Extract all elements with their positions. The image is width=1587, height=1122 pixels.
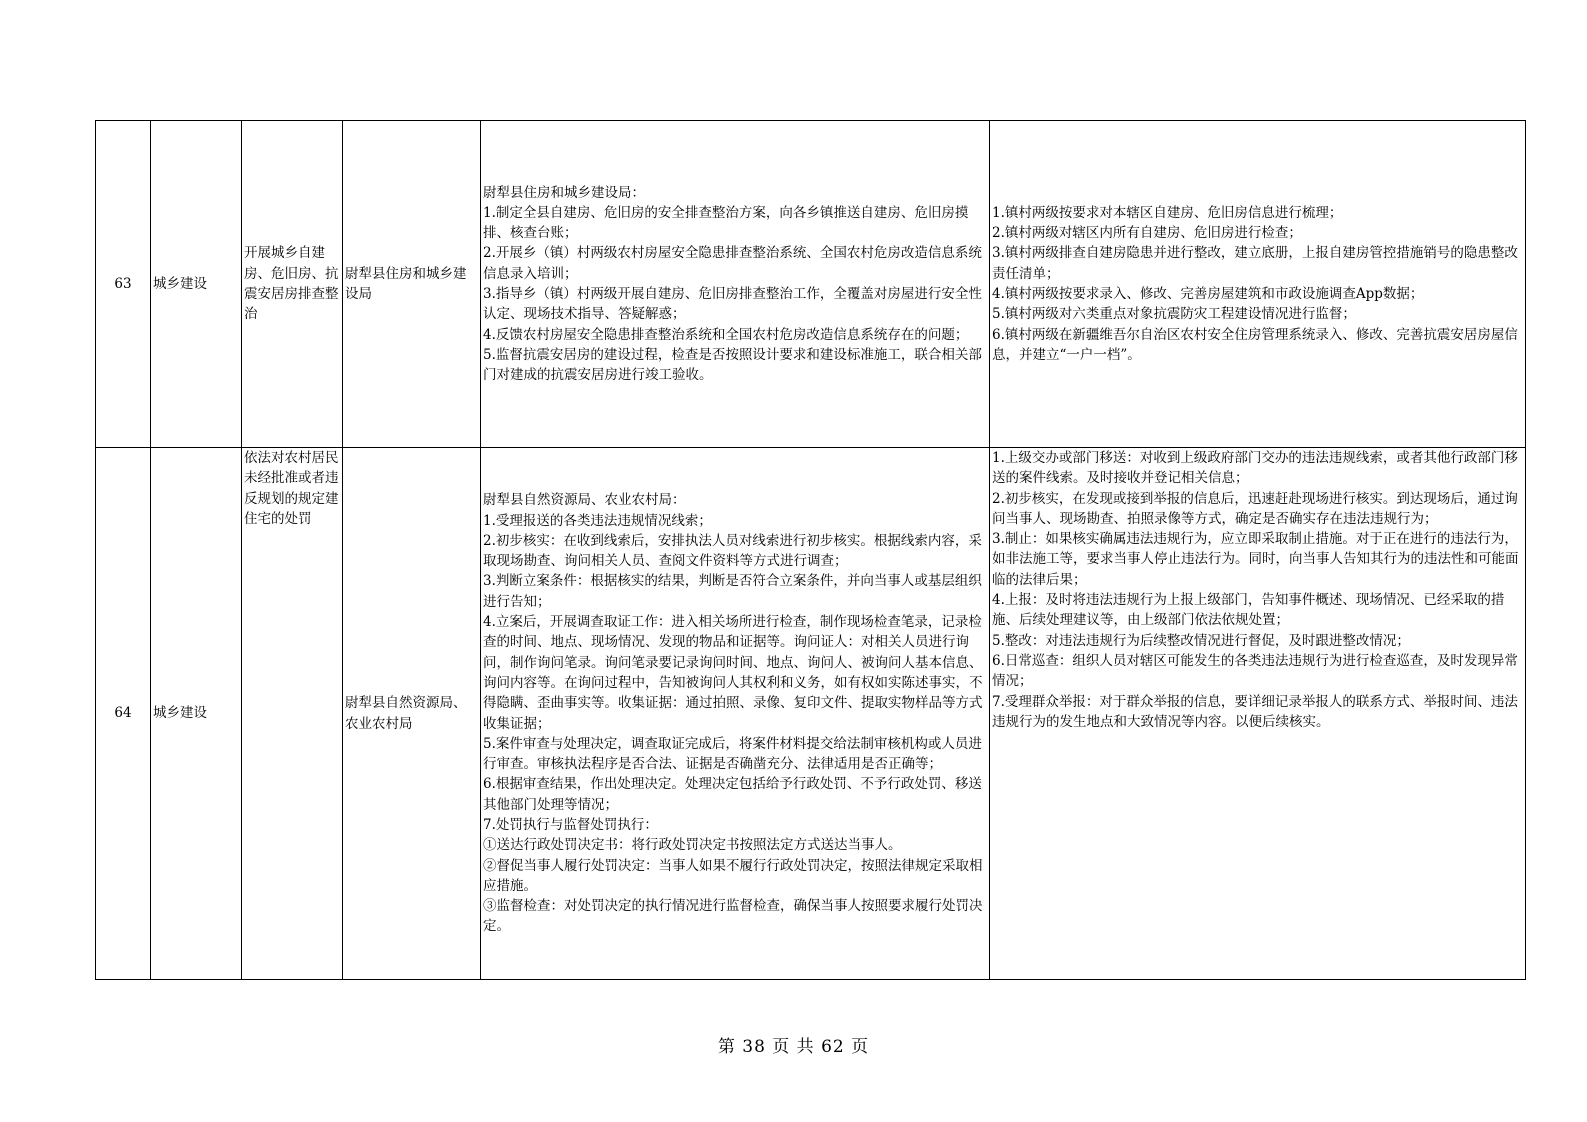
town-duties-cell: 1.镇村两级按要求对本辖区自建房、危旧房信息进行梳理； 2.镇村两级对辖区内所有自建房、危旧房进行检查； 3.镇村两级排查自建房隐患并进行整改，建立底册，上报自建房管控措施销号的隐患整改责任清单； 4.镇村两级按要求录入、修改、完善房屋建筑和市政设施调查App数据； 5.镇村两级对六类重点对象抗震防灾工程建设情况进行监督； 6.镇村两级在新疆维吾尔自治区农村安全住房管理系统录入、修改、完善抗震安居房屋信息，并建立“一户一档”。 [990,121,1526,448]
row-number: 64 [96,448,151,980]
town-duties-cell: 1.上级交办或部门移送：对收到上级政府部门交办的违法违规线索，或者其他行政部门移送的案件线索。及时接收并登记相关信息； 2.初步核实，在发现或接到举报的信息后，迅速赶赴现场进行核实。到达现场后，通过询问当事人、现场勘查、拍照录像等方式，确定是否确实存在违法违规行为； 3.制止：如果核实确属违法违规行为，应立即采取制止措施。对于正在进行的违法行为，如非法施工等，要求当事人停止违法行为。同时，向当事人告知其行为的违法性和可能面临的法律后果； 4.上报：及时将违法违规行为上报上级部门，告知事件概述、现场情况、已经采取的措施、后续处理建议等，由上级部门依法依规处置； 5.整改：对违法违规行为后续整改情况进行督促，及时跟进整改情况； 6.日常巡查：组织人员对辖区可能发生的各类违法违规行为进行检查巡查，及时发现异常情况； 7.受理群众举报：对于群众举报的信息，要详细记录举报人的联系方式、举报时间、违法违规行为的发生地点和大致情况等内容。以便后续核实。 [990,448,1526,980]
department-cell: 尉犁县住房和城乡建设局 [343,121,481,448]
department-cell: 尉犁县自然资源局、农业农村局 [343,448,481,980]
table-row [96,448,1526,980]
item-cell: 依法对农村居民未经批准或者违反规划的规定建住宅的处罚 [242,448,343,980]
table-row [96,121,1526,448]
row-number: 63 [96,121,151,448]
responsibility-table [95,120,1526,980]
category-cell: 城乡建设 [151,448,242,980]
category-cell: 城乡建设 [151,121,242,448]
item-cell: 开展城乡自建房、危旧房、抗震安居房排查整治 [242,121,343,448]
page-footer: 第 38 页 共 62 页 [717,1037,870,1057]
county-duties-cell: 尉犁县住房和城乡建设局： 1.制定全县自建房、危旧房的安全排查整治方案，向各乡镇推送自建房、危旧房摸排、核查台账； 2.开展乡（镇）村两级农村房屋安全隐患排查整治系统、全国农村危房改造信息系统信息录入培训； 3.指导乡（镇）村两级开展自建房、危旧房排查整治工作，全覆盖对房屋进行安全性认定、现场技术指导、答疑解惑； 4.反馈农村房屋安全隐患排查整治系统和全国农村危房改造信息系统存在的问题； 5.监督抗震安居房的建设过程，检查是否按照设计要求和建设标准施工，联合相关部门对建成的抗震安居房进行竣工验收。 [481,121,990,448]
county-duties-cell: 尉犁县自然资源局、农业农村局： 1.受理报送的各类违法违规情况线索； 2.初步核实：在收到线索后，安排执法人员对线索进行初步核实。根据线索内容，采取现场勘查、询问相关人员、查阅文件资料等方式进行调查； 3.判断立案条件：根据核实的结果，判断是否符合立案条件，并向当事人或基层组织进行告知； 4.立案后，开展调查取证工作：进入相关场所进行检查，制作现场检查笔录，记录检查的时间、地点、现场情况、发现的物品和证据等。询问证人：对相关人员进行询问，制作询问笔录。询问笔录要记录询问时间、地点、询问人、被询问人基本信息、询问内容等。在询问过程中，告知被询问人其权利和义务，如有权如实陈述事实，不得隐瞒、歪曲事实等。收集证据：通过拍照、录像、复印文件、提取实物样品等方式收集证据； 5.案件审查与处理决定，调查取证完成后，将案件材料提交给法制审核机构或人员进行审查。审核执法程序是否合法、证据是否确凿充分、法律适用是否正确等； 6.根据审查结果，作出处理决定。处理决定包括给予行政处罚、不予行政处罚、移送其他部门处理等情况； 7.处罚执行与监督处罚执行： ①送达行政处罚决定书：将行政处罚决定书按照法定方式送达当事人。 ②督促当事人履行处罚决定：当事人如果不履行行政处罚决定，按照法律规定采取相应措施。 ③监督检查：对处罚决定的执行情况进行监督检查，确保当事人按照要求履行处罚决定。 [481,448,990,980]
